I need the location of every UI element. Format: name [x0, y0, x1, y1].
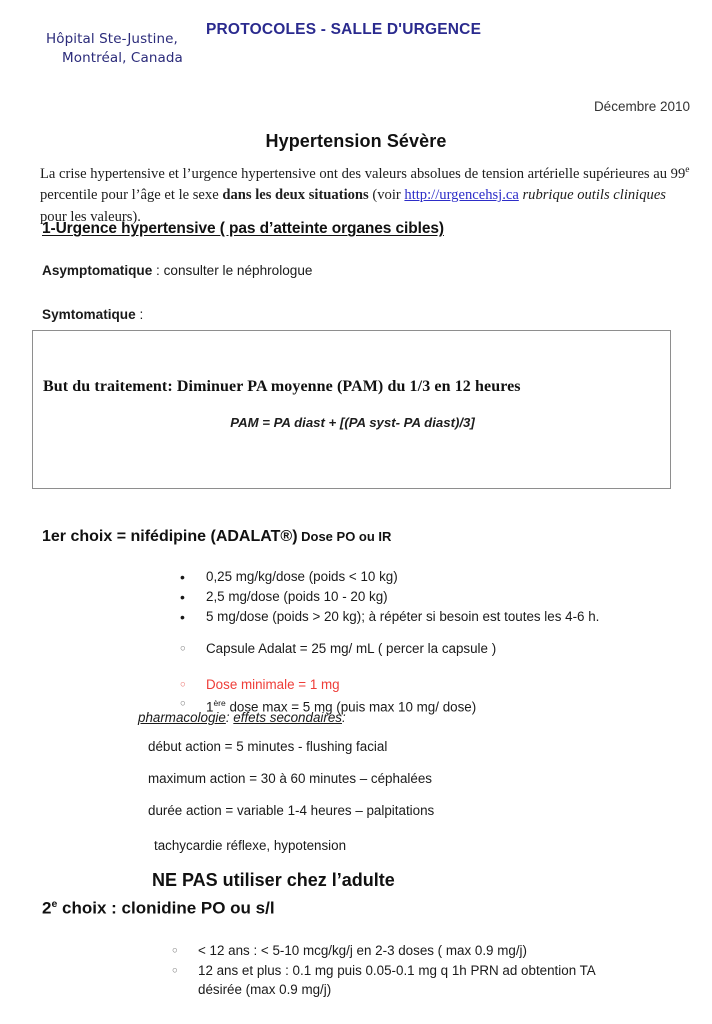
max-dose-rest: dose max = 5 mg (puis max 10 mg/ dose) — [225, 699, 477, 715]
second-choice-superscript: e — [51, 898, 58, 910]
protocol-url-link[interactable]: http://urgencehsj.ca — [404, 187, 519, 204]
second-choice-heading — [42, 898, 275, 919]
first-choice-route: Dose PO ou IR — [297, 529, 392, 544]
bullet-disc-icon — [180, 567, 200, 588]
symptomatic-line — [42, 307, 143, 322]
dose-text: 0,25 mg/kg/dose (poids < 10 kg) — [206, 569, 398, 584]
capsule-note-list — [180, 639, 670, 659]
protocol-banner-title: PROTOCOLES - SALLE D'URGENCE — [206, 21, 482, 38]
clonidine-dose-text-continued: désirée (max 0.9 mg/j) — [198, 982, 332, 997]
capsule-note-text: Capsule Adalat = 25 mg/ mL ( percer la capsule ) — [206, 641, 497, 656]
pharmacology-line-onset: début action = 5 minutes - flushing facial — [148, 739, 388, 754]
bullet-disc-icon — [180, 607, 200, 628]
intro-text-part4: pour les valeurs). — [40, 208, 141, 225]
intro-text-part3: (voir — [368, 187, 405, 204]
adult-warning-text: NE PAS utiliser chez l’adulte — [152, 870, 395, 890]
list-item — [180, 567, 680, 587]
list-item — [172, 941, 672, 961]
bullet-disc-icon — [180, 587, 200, 608]
asymptomatic-value: : consulter le néphrologue — [152, 263, 313, 278]
pharmacology-line-peak: maximum action = 30 à 60 minutes – céphalées — [148, 771, 432, 786]
list-item — [180, 607, 680, 627]
intro-paragraph — [40, 160, 692, 228]
bullet-circle-icon — [172, 941, 192, 963]
pharmacology-line-duration: durée action = variable 1-4 heures – palpitations — [148, 803, 435, 818]
list-item — [180, 675, 670, 694]
symptomatic-value: : — [135, 307, 144, 322]
dose-text: 2,5 mg/dose (poids 10 - 20 kg) — [206, 589, 388, 604]
first-choice-heading — [42, 528, 391, 546]
nifedipine-dose-list — [180, 567, 680, 627]
second-choice-number: 2 — [42, 898, 52, 918]
page-title: Hypertension Sévère — [265, 131, 447, 151]
pharmacology-line-other-effects: tachycardie réflexe, hypotension — [154, 838, 347, 853]
list-item — [180, 639, 670, 659]
hospital-name — [46, 30, 226, 68]
intro-italic-phrase: rubrique outils cliniques — [518, 187, 666, 204]
second-choice-text: choix : clonidine PO ou s/l — [57, 898, 275, 918]
bullet-circle-icon — [180, 639, 200, 661]
bullet-circle-red-icon — [180, 675, 200, 696]
first-choice-drug: 1er choix = nifédipine (ADALAT®) — [42, 528, 298, 545]
asymptomatic-line — [42, 263, 313, 278]
intro-bold-phrase: dans les deux situations — [222, 187, 369, 204]
asymptomatic-label: Asymptomatique — [42, 263, 153, 278]
side-effects-label: effets secondaires — [233, 710, 342, 725]
list-item — [180, 587, 680, 607]
intro-superscript: e — [685, 165, 690, 175]
symptomatic-label: Symtomatique — [42, 307, 136, 322]
minimal-dose-text: Dose minimale = 1 mg — [206, 677, 340, 692]
bullet-circle-icon — [172, 961, 192, 983]
treatment-goal-box — [32, 330, 671, 489]
max-dose-superscript: ère — [213, 698, 226, 708]
document-date: Décembre 2010 — [593, 99, 690, 114]
clonidine-dose-list — [172, 941, 672, 1000]
pharmacology-separator-2: : — [341, 710, 346, 725]
pharmacology-heading — [138, 710, 346, 725]
pharmacology-separator-1: : — [225, 710, 234, 725]
dose-text: 5 mg/dose (poids > 20 kg); à répéter si besoin est toutes les 4-6 h. — [206, 609, 600, 624]
hospital-line-1: Hôpital Ste-Justine, — [46, 31, 178, 47]
section-heading-urgence-hypertensive: 1-Urgence hypertensive ( pas d’atteinte organes cibles) — [42, 220, 444, 237]
intro-text-part2: percentile pour l’âge et le sexe — [40, 187, 223, 204]
pharmacology-label: pharmacologie — [138, 710, 226, 725]
clonidine-dose-text: 12 ans et plus : 0.1 mg puis 0.05-0.1 mg q 1h PRN ad obtention TA — [198, 962, 596, 978]
treatment-goal-title: But du traitement: Diminuer PA moyenne (PAM) du 1/3 en 12 heures — [43, 378, 521, 395]
list-item — [172, 961, 672, 1000]
max-dose-prefix: 1 — [206, 699, 214, 715]
map-formula: PAM = PA diast + [(PA syst- PA diast)/3] — [230, 415, 475, 430]
intro-text-part1: La crise hypertensive et l’urgence hypertensive ont des valeurs absolues de tension artérielle supérieures au 99 — [40, 165, 686, 182]
clonidine-dose-text: < 12 ans : < 5-10 mcg/kg/j en 2-3 doses ( max 0.9 mg/j) — [198, 943, 527, 958]
hospital-line-2: Montréal, Canada — [62, 50, 183, 66]
